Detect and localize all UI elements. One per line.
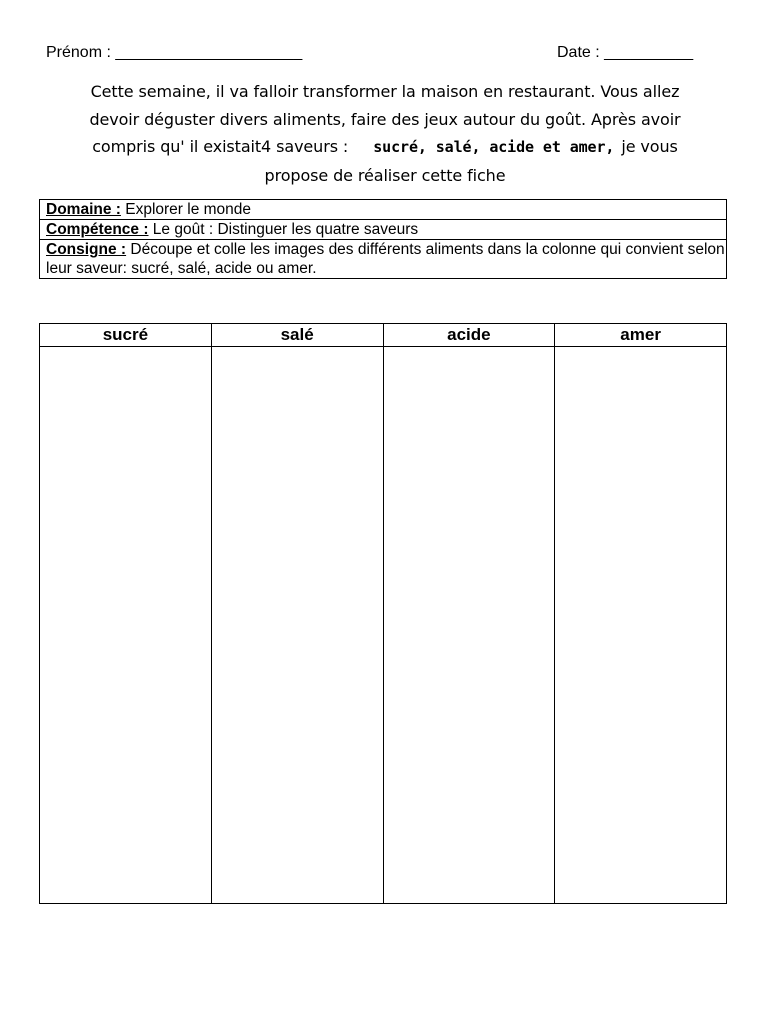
domain-value: Explorer le monde xyxy=(120,201,252,218)
four-tastes-list: sucré, salé, acide et amer, xyxy=(373,138,615,156)
sour-cell xyxy=(383,347,555,904)
intro-line-3-start: compris qu' il existait4 saveurs : xyxy=(92,137,349,156)
table-header-row xyxy=(40,324,727,347)
intro-line-3-end: je vous xyxy=(621,137,678,156)
skill-value: Le goût : Distinguer les quatre saveurs xyxy=(148,221,419,238)
column-header-salty: salé xyxy=(211,324,383,347)
skill-label: Compétence : xyxy=(46,221,149,238)
salty-cell xyxy=(211,347,383,904)
intro-line-3 xyxy=(40,133,730,162)
intro-line-4: propose de réaliser cette fiche xyxy=(264,165,506,185)
table-row xyxy=(40,347,727,904)
date-line: Date : __________ xyxy=(557,44,694,61)
column-header-sour: acide xyxy=(383,324,555,347)
instruction-row xyxy=(40,240,726,278)
domain-row xyxy=(40,200,726,220)
bitter-cell xyxy=(555,347,727,904)
info-box xyxy=(39,199,727,279)
sweet-cell xyxy=(40,347,212,904)
column-header-bitter: amer xyxy=(555,324,727,347)
intro-line-2: devoir déguster divers aliments, faire des jeux autour du goût. Après avoir xyxy=(89,109,681,129)
first-name-line: Prénom : _____________________ xyxy=(46,44,303,61)
domain-label: Domaine : xyxy=(46,201,121,218)
intro-paragraph xyxy=(40,78,730,189)
skill-row xyxy=(40,220,726,240)
instruction-label: Consigne : xyxy=(46,241,127,258)
instruction-value: Découpe et colle les images des différents aliments dans la colonne qui convient selon leur saveur: sucré, salé, acide ou amer. xyxy=(46,241,725,277)
column-header-sweet: sucré xyxy=(40,324,212,347)
taste-sorting-table xyxy=(39,323,727,904)
intro-line-1: Cette semaine, il va falloir transformer la maison en restaurant. Vous allez xyxy=(90,82,680,101)
